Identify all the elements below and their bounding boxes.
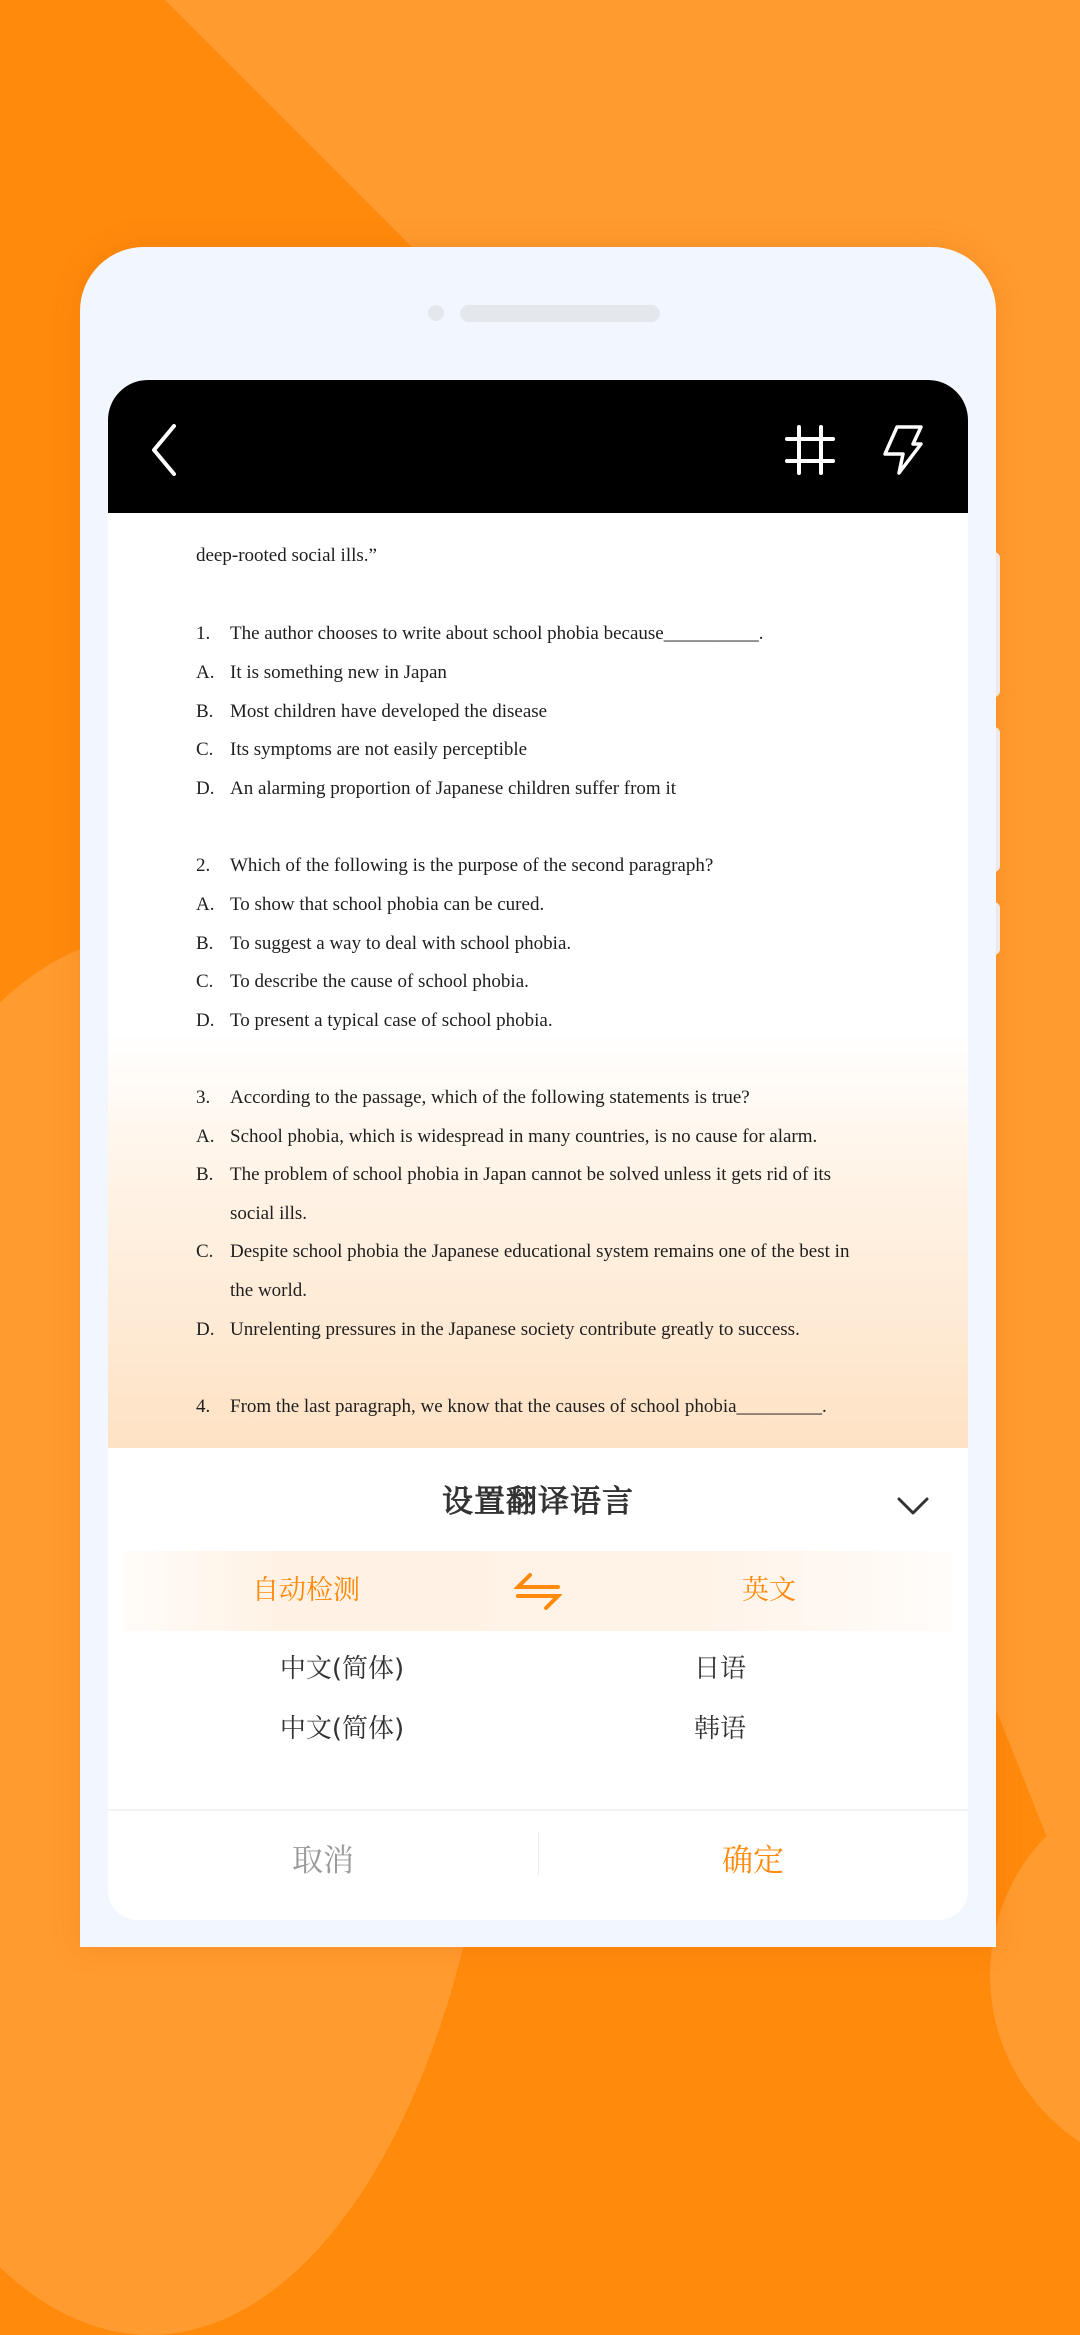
question-3-option-d: D. Unrelenting pressures in the Japanese society contribute greatly to success. [196,1319,800,1340]
target-language-selector[interactable]: 英文 [742,1575,796,1606]
target-option[interactable]: 日语 [693,1654,746,1684]
question-2-option-c: C. To describe the cause of school phobia. [196,971,529,992]
question-1-option-d: D. An alarming proportion of Japanese children suffer from it [196,778,677,799]
phone-camera-dot [428,305,444,321]
background-corner-shape [990,1775,1080,2175]
flash-button[interactable] [873,420,933,480]
question-3-option-c-continued: the world. [230,1280,308,1301]
translation-language-sheet [108,1448,968,1920]
crop-grid-icon [784,424,836,476]
question-3-option-c: C. Despite school phobia the Japanese educational system remains one of the best in [196,1241,850,1262]
swap-languages-button[interactable] [513,1567,563,1615]
question-1: 1. The author chooses to write about school phobia because__________. [196,623,764,644]
confirm-button[interactable]: 确定 [722,1843,784,1879]
question-3: 3. According to the passage, which of the following statements is true? [196,1087,750,1108]
swap-arrows-icon [514,1571,562,1611]
phone-speaker [460,305,660,322]
question-2-option-d: D. To present a typical case of school phobia. [196,1010,553,1031]
question-3-option-b-continued: social ills. [230,1203,308,1224]
crop-button[interactable] [780,420,840,480]
question-4: 4. From the last paragraph, we know that the causes of school phobia_________. [196,1396,827,1417]
question-1-option-c: C. Its symptoms are not easily perceptible [196,739,528,760]
language-option-row [108,1708,968,1758]
camera-toolbar [108,380,968,513]
source-option[interactable]: 中文(简体) [279,1654,405,1684]
question-1-option-b: B. Most children have developed the disease [196,701,548,722]
sheet-title: 设置翻译语言 [442,1484,634,1520]
back-button[interactable] [138,420,188,480]
phone-frame [80,247,996,1947]
language-pair-bar [124,1551,952,1631]
chevron-left-icon [146,423,180,477]
language-option-row [108,1648,968,1698]
collapse-sheet-button[interactable] [893,1486,933,1526]
question-2-option-b: B. To suggest a way to deal with school phobia. [196,933,572,954]
flash-icon [881,424,925,476]
target-option[interactable]: 韩语 [693,1714,746,1744]
question-2-option-a: A. To show that school phobia can be cured. [196,894,545,915]
cancel-button[interactable]: 取消 [292,1843,354,1879]
question-3-option-b: B. The problem of school phobia in Japan cannot be solved unless it gets rid of its [196,1164,832,1185]
question-2: 2. Which of the following is the purpose of the second paragraph? [196,855,714,876]
source-option[interactable]: 中文(简体) [279,1714,405,1744]
chevron-down-icon [896,1496,930,1516]
question-1-option-a: A. It is something new in Japan [196,662,447,683]
source-language-selector[interactable]: 自动检测 [252,1575,360,1606]
app-screen [108,380,968,1920]
scanned-document [108,513,968,1448]
question-3-option-a: A. School phobia, which is widespread in many countries, is no cause for alarm. [196,1126,818,1147]
doc-intro-line: deep-rooted social ills.” [196,545,377,566]
